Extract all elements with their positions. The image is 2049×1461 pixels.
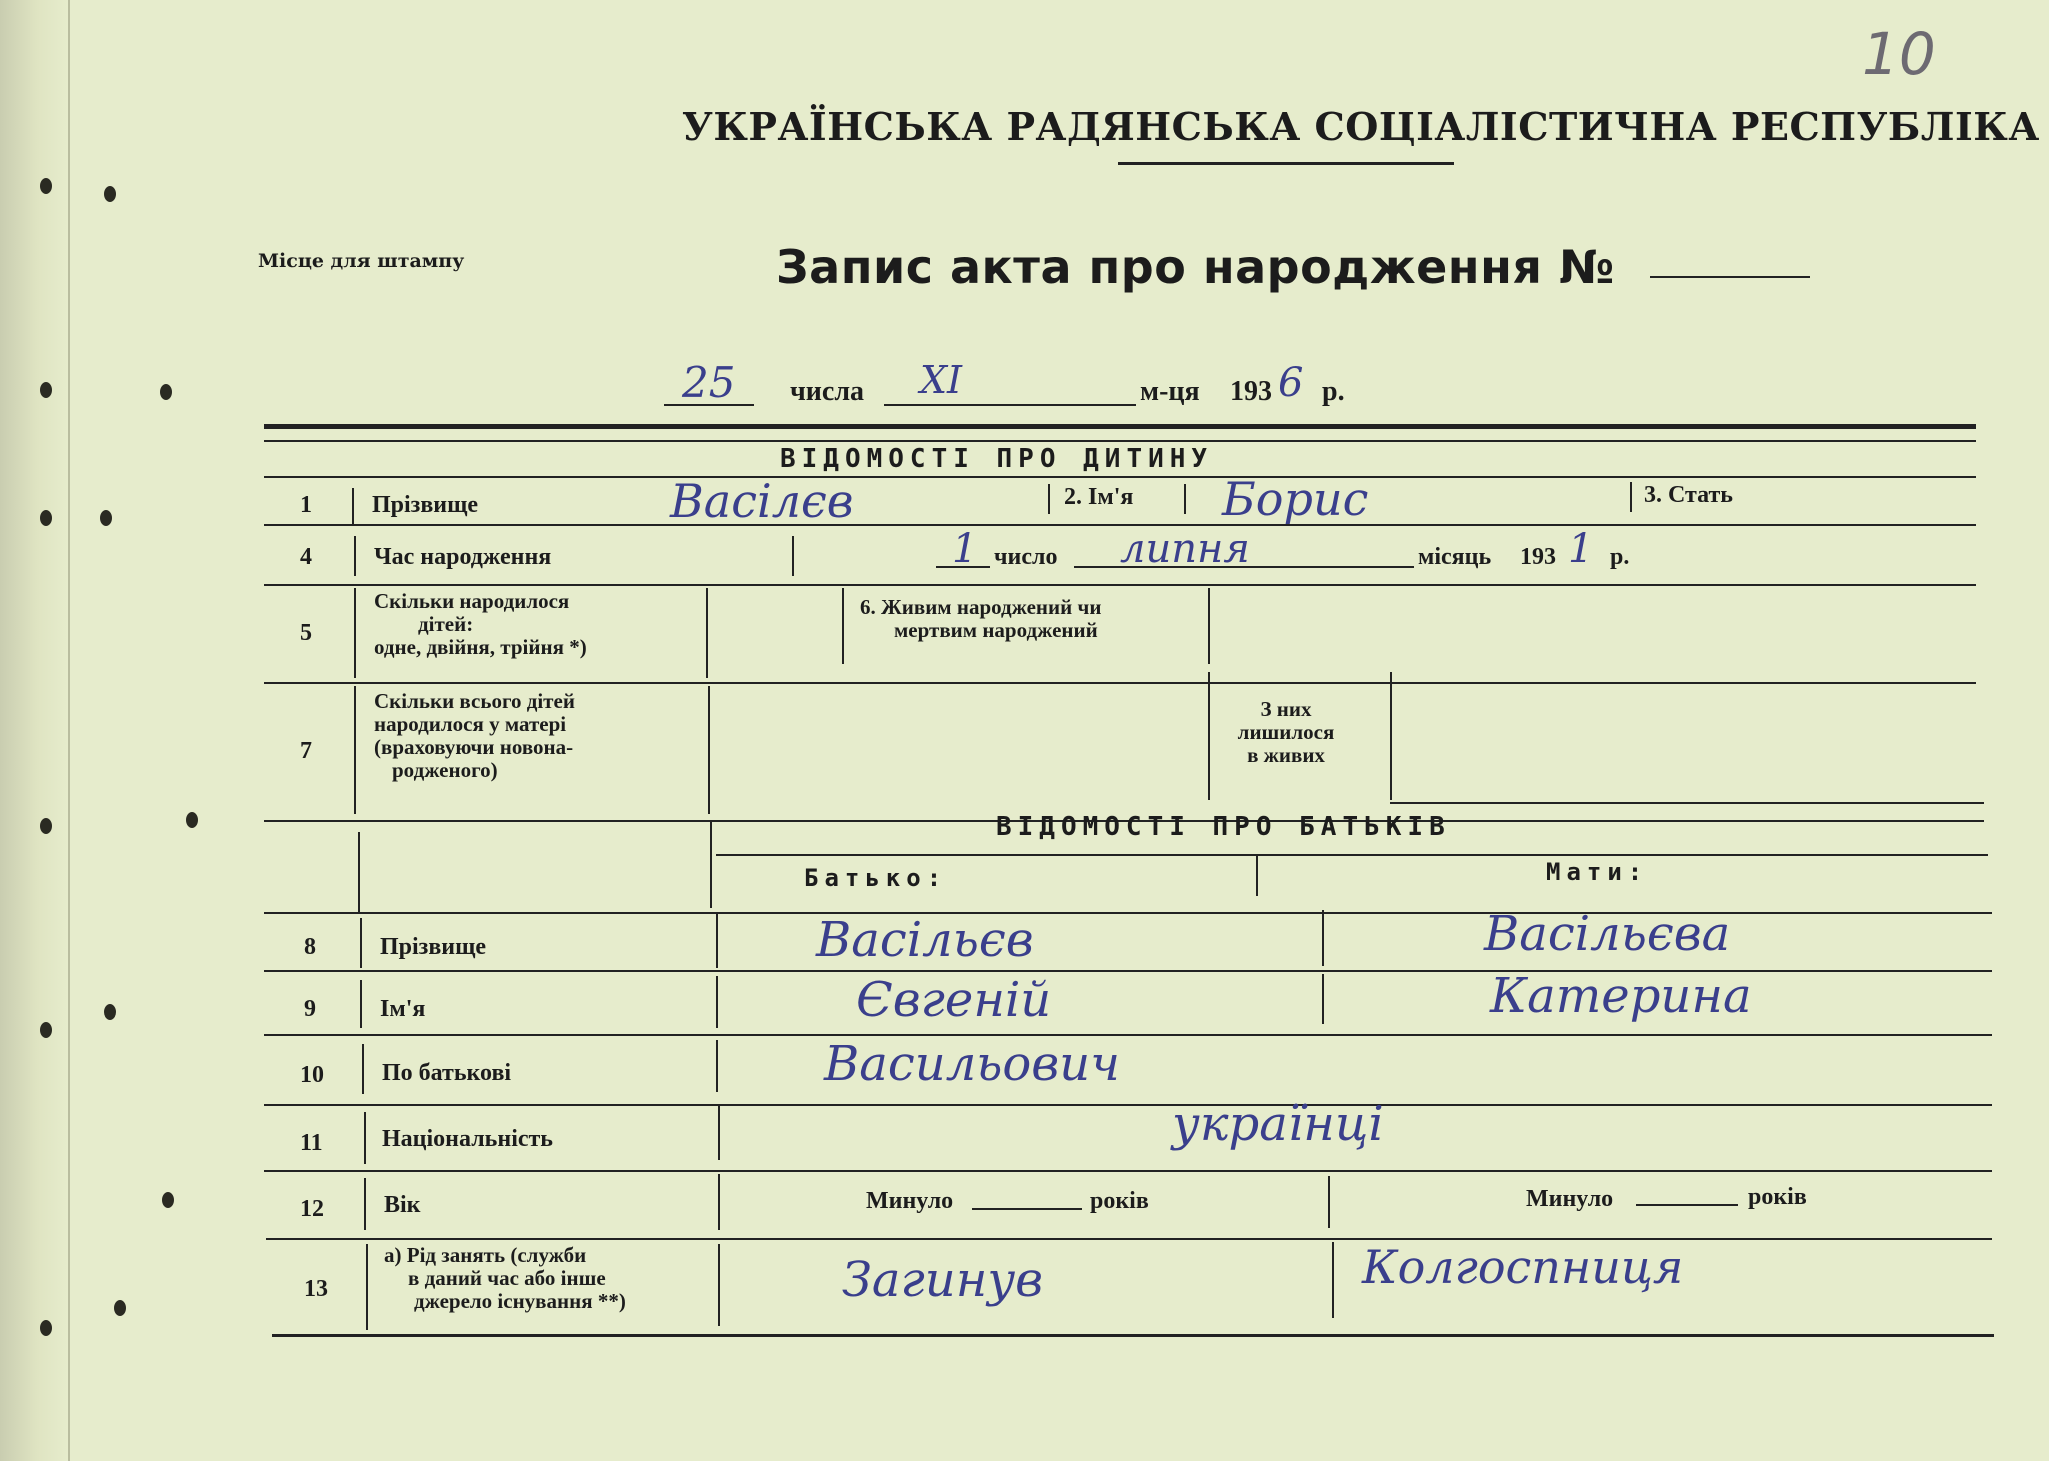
mother-name-value: Катерина bbox=[1490, 968, 1752, 1024]
father-occupation-value: Загинув bbox=[842, 1252, 1044, 1308]
bottom-rule bbox=[272, 1334, 1994, 1337]
month-blank bbox=[884, 404, 1136, 406]
column-rule bbox=[1048, 484, 1050, 514]
birth-month-label: місяць bbox=[1418, 544, 1492, 570]
row-number: 5 bbox=[300, 620, 312, 646]
column-rule bbox=[1390, 672, 1392, 800]
binding-hole bbox=[40, 1320, 52, 1336]
birth-time-label: Час народження bbox=[374, 544, 552, 570]
father-patronymic-value: Васильович bbox=[824, 1036, 1120, 1092]
total-children-label: Скільки всього дітей народилося у матері (враховуючи новона- родженого) bbox=[374, 689, 575, 782]
column-rule bbox=[708, 686, 710, 814]
row-rule bbox=[264, 1170, 1992, 1172]
column-rule bbox=[366, 1244, 368, 1330]
column-rule bbox=[716, 976, 718, 1028]
column-rule bbox=[1322, 910, 1324, 966]
mother-occupation-value: Колгоспниця bbox=[1362, 1240, 1684, 1294]
row-rule bbox=[716, 854, 1988, 856]
punch-hole bbox=[162, 1192, 174, 1208]
nationality-label: Національність bbox=[382, 1126, 553, 1152]
row-rule bbox=[264, 912, 1992, 914]
column-rule bbox=[364, 1112, 366, 1164]
row-number: 1 bbox=[300, 492, 312, 518]
row-rule bbox=[264, 1104, 1992, 1106]
document-title: Запис акта про народження № bbox=[776, 240, 1615, 294]
binding-hole bbox=[40, 818, 52, 834]
column-rule bbox=[360, 980, 362, 1028]
punch-hole bbox=[186, 812, 198, 828]
patronymic-label: По батькові bbox=[382, 1060, 512, 1086]
republic-underline bbox=[1118, 162, 1454, 165]
father-age-blank bbox=[972, 1208, 1082, 1210]
column-rule bbox=[718, 1106, 720, 1160]
column-rule bbox=[1208, 588, 1210, 664]
births-count-label: Скільки народилося дітей: одне, двійня, трійня *) bbox=[374, 589, 587, 659]
row-number: 13 bbox=[304, 1276, 328, 1302]
live-birth-label: 6. Живим народжений чи мертвим народжений bbox=[860, 595, 1102, 642]
column-rule bbox=[1322, 974, 1324, 1024]
binding-hole bbox=[40, 382, 52, 398]
month-label: м-ця bbox=[1140, 376, 1200, 407]
registration-month: XI bbox=[920, 358, 963, 402]
child-name-label: 2. Ім'я bbox=[1064, 484, 1134, 510]
column-rule bbox=[842, 588, 844, 664]
mother-age-years: років bbox=[1748, 1184, 1807, 1210]
top-rule bbox=[264, 424, 1976, 429]
column-rule bbox=[1184, 484, 1186, 514]
row-rule bbox=[266, 1238, 1992, 1240]
birth-year-prefix: 193 bbox=[1520, 544, 1556, 570]
column-rule bbox=[1256, 854, 1258, 896]
day-blank bbox=[664, 404, 754, 406]
parent-surname-label: Прізвище bbox=[380, 934, 487, 960]
child-name-value: Борис bbox=[1222, 472, 1369, 526]
row-number: 8 bbox=[304, 934, 316, 960]
age-label: Вік bbox=[384, 1192, 421, 1218]
column-rule bbox=[1208, 672, 1210, 800]
column-rule bbox=[792, 536, 794, 576]
father-age-passed: Минуло bbox=[866, 1188, 954, 1214]
binding-hole bbox=[40, 510, 52, 526]
column-rule bbox=[354, 536, 356, 576]
birth-month-value: липня bbox=[1120, 526, 1250, 572]
row-number: 11 bbox=[300, 1130, 323, 1156]
column-rule bbox=[358, 832, 360, 912]
column-rule bbox=[716, 1040, 718, 1092]
birth-day-blank bbox=[936, 566, 990, 568]
mother-age-passed: Минуло bbox=[1526, 1186, 1614, 1212]
father-surname-value: Васільєв bbox=[816, 912, 1034, 968]
punch-hole bbox=[114, 1300, 126, 1316]
occupation-label: а) Рід занять (служби в даний час або інше джерело існування **) bbox=[384, 1243, 626, 1313]
registration-year-digit: 6 bbox=[1278, 360, 1304, 406]
record-number-blank bbox=[1650, 276, 1810, 278]
mother-surname-value: Васільєва bbox=[1484, 906, 1731, 962]
page-number: 10 bbox=[1862, 20, 1936, 88]
stamp-place-label: Місце для штампу bbox=[258, 250, 465, 272]
column-rule bbox=[718, 1244, 720, 1326]
row-number: 12 bbox=[300, 1196, 324, 1222]
column-rule bbox=[364, 1178, 366, 1230]
year-suffix: р. bbox=[1322, 376, 1345, 407]
column-rule bbox=[362, 1044, 364, 1094]
column-rule bbox=[360, 918, 362, 968]
row-number: 7 bbox=[300, 738, 312, 764]
still-alive-label: З них лишилося в живих bbox=[1237, 697, 1335, 767]
child-sex-label: 3. Стать bbox=[1644, 482, 1733, 508]
column-rule bbox=[1328, 1176, 1330, 1228]
father-name-value: Євгеній bbox=[856, 972, 1052, 1028]
column-rule bbox=[354, 588, 356, 678]
punch-hole bbox=[104, 186, 116, 202]
punch-hole bbox=[100, 510, 112, 526]
binding-hole bbox=[40, 178, 52, 194]
mother-age-blank bbox=[1636, 1204, 1738, 1206]
punch-hole bbox=[160, 384, 172, 400]
parent-name-label: Ім'я bbox=[380, 996, 426, 1022]
mother-column-label: Мати: bbox=[1546, 858, 1649, 886]
column-rule bbox=[718, 1174, 720, 1230]
birth-year-suffix: р. bbox=[1610, 544, 1630, 570]
column-rule bbox=[710, 820, 712, 908]
column-rule bbox=[352, 488, 354, 526]
column-rule bbox=[354, 686, 356, 814]
punch-hole bbox=[104, 1004, 116, 1020]
row-rule bbox=[264, 1034, 1992, 1036]
year-prefix: 193 bbox=[1230, 376, 1272, 407]
row-rule bbox=[264, 682, 1976, 684]
birth-day-value: 1 bbox=[952, 526, 978, 572]
column-rule bbox=[706, 588, 708, 678]
republic-heading: УКРАЇНСЬКА РАДЯНСЬКА СОЦІАЛІСТИЧНА РЕСПУБЛІКА bbox=[682, 104, 2040, 149]
row-number: 10 bbox=[300, 1062, 324, 1088]
birth-day-label: число bbox=[994, 544, 1058, 570]
row-rule bbox=[264, 584, 1976, 586]
column-rule bbox=[1630, 482, 1632, 512]
child-section-heading: ВІДОМОСТІ ПРО ДИТИНУ bbox=[780, 444, 1214, 474]
birth-month-blank bbox=[1074, 566, 1414, 568]
column-rule bbox=[716, 914, 718, 968]
father-age-years: років bbox=[1090, 1188, 1149, 1214]
top-rule-thin bbox=[264, 440, 1976, 442]
column-rule bbox=[1332, 1242, 1334, 1318]
binding-margin bbox=[0, 0, 70, 1461]
row-number: 4 bbox=[300, 544, 312, 570]
birth-year-digit: 1 bbox=[1568, 526, 1594, 572]
row-number: 9 bbox=[304, 996, 316, 1022]
child-surname-label: Прізвище bbox=[372, 492, 479, 518]
child-surname-value: Васілєв bbox=[670, 474, 854, 528]
registration-day: 25 bbox=[682, 358, 736, 407]
binding-hole bbox=[40, 1022, 52, 1038]
row-rule bbox=[1390, 802, 1984, 804]
parents-section-heading: ВІДОМОСТІ ПРО БАТЬКІВ bbox=[996, 812, 1451, 842]
day-label: числа bbox=[790, 376, 865, 407]
row-rule bbox=[264, 476, 1976, 478]
father-column-label: Батько: bbox=[804, 864, 948, 892]
nationality-value: українці bbox=[1172, 1096, 1384, 1152]
